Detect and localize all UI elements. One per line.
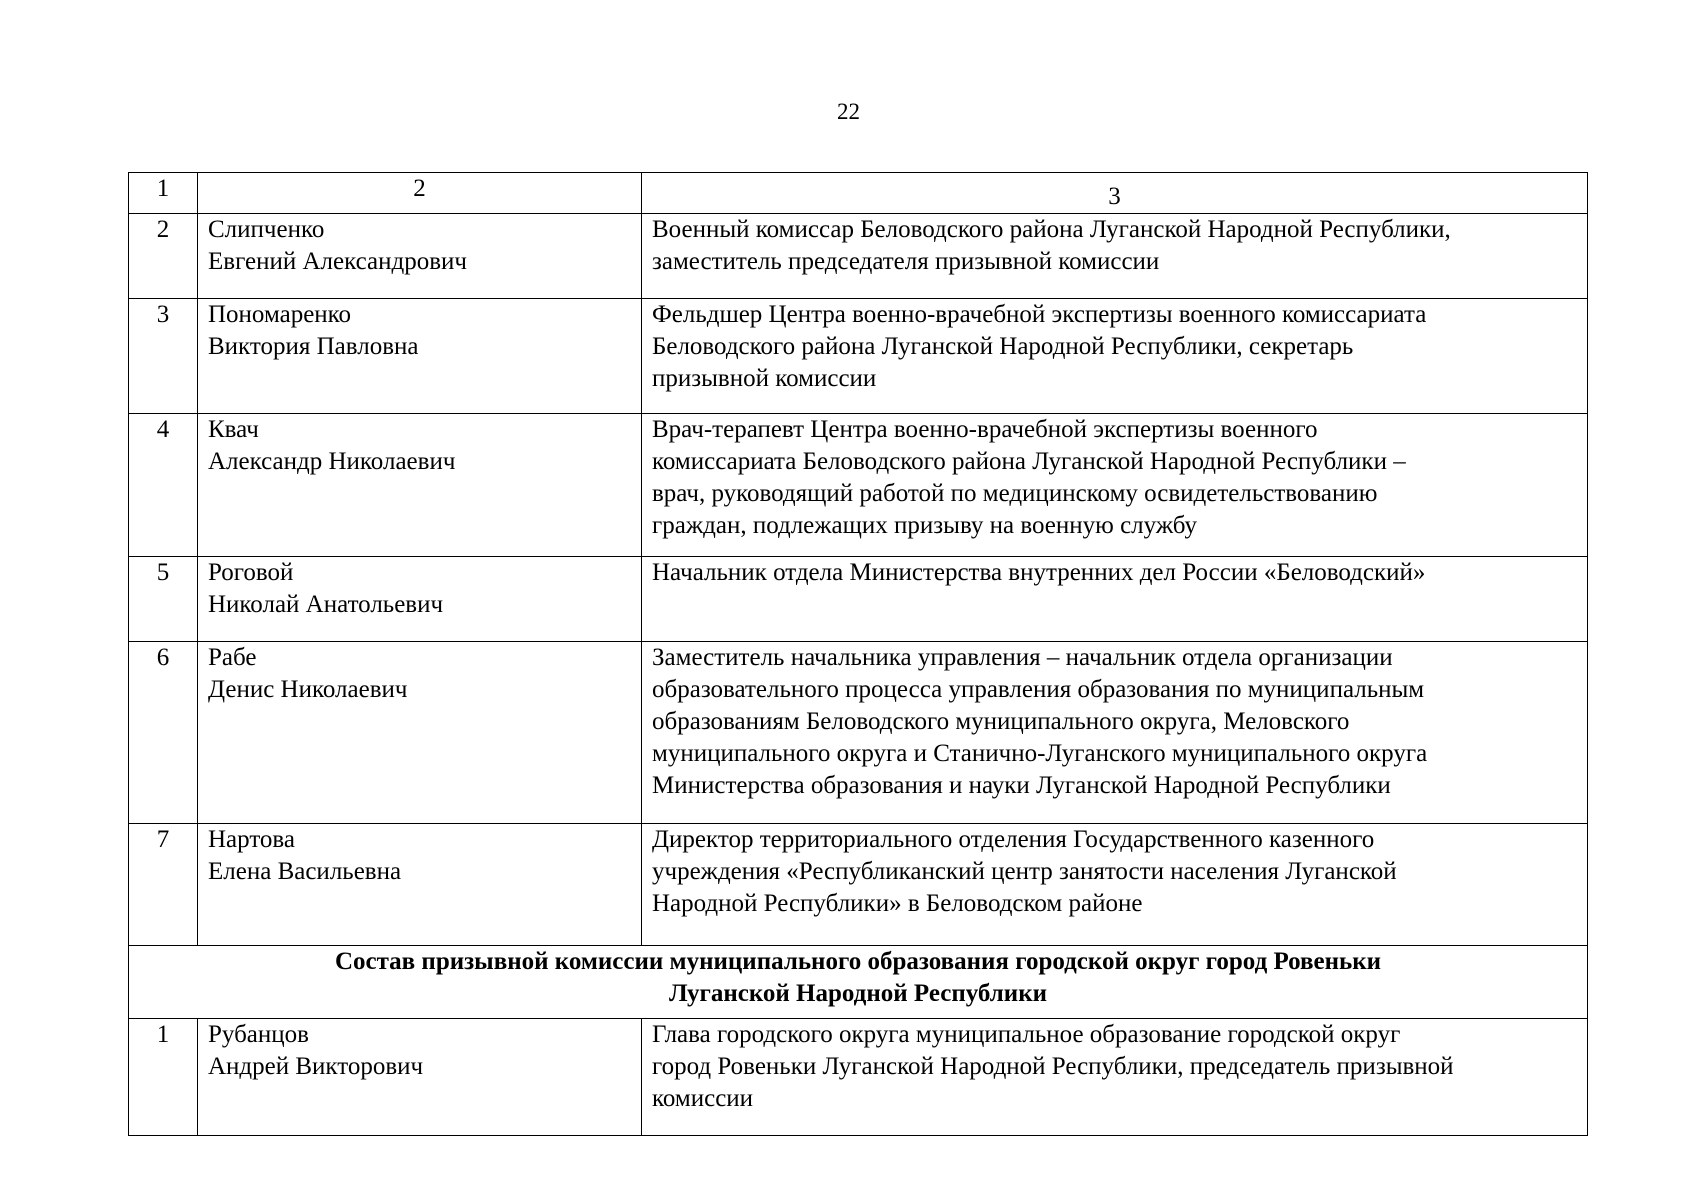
member-position [642, 1019, 1588, 1136]
member-surname: Слипченко [208, 216, 325, 243]
table-row [129, 414, 1588, 557]
table-row [129, 1019, 1588, 1136]
member-given-names: Елена Васильевна [208, 858, 402, 885]
position-line: Начальник отдела Министерства внутренних дел России «Беловодский» [652, 559, 1426, 586]
column-number-row [129, 173, 1588, 214]
table-row [129, 642, 1588, 824]
column-number-2: 2 [198, 173, 642, 214]
position-line: муниципального округа и Станично-Луганского муниципального округа [652, 740, 1428, 767]
member-name [198, 642, 642, 824]
member-position [642, 642, 1588, 824]
position-line: Военный комиссар Беловодского района Луганской Народной Республики, [652, 216, 1451, 243]
member-surname: Рабе [208, 644, 257, 671]
member-given-names: Евгений Александрович [208, 248, 467, 275]
section-title [129, 946, 1588, 1019]
table-row [129, 824, 1588, 946]
member-name [198, 1019, 642, 1136]
table-row [129, 299, 1588, 414]
member-position [642, 557, 1588, 642]
member-surname: Рубанцов [208, 1021, 309, 1048]
member-surname: Пономаренко [208, 301, 352, 328]
member-surname: Роговой [208, 559, 294, 586]
position-line: Фельдшер Центра военно-врачебной экспертизы военного комиссариата [652, 301, 1427, 328]
row-number: 3 [129, 299, 198, 414]
member-given-names: Виктория Павловна [208, 333, 419, 360]
member-surname: Квач [208, 416, 259, 443]
position-line: образованиям Беловодского муниципального округа, Меловского [652, 708, 1350, 735]
row-number: 5 [129, 557, 198, 642]
position-line: Беловодского района Луганской Народной Республики, секретарь [652, 333, 1354, 360]
row-number: 2 [129, 214, 198, 299]
position-line: граждан, подлежащих призыву на военную службу [652, 512, 1198, 539]
position-line: Народной Республики» в Беловодском районе [652, 890, 1143, 917]
member-given-names: Денис Николаевич [208, 676, 408, 703]
page-number: 22 [837, 99, 860, 124]
member-name [198, 824, 642, 946]
member-given-names: Андрей Викторович [208, 1053, 424, 1080]
column-number-3: 3 [642, 173, 1588, 214]
member-position [642, 414, 1588, 557]
section-row [129, 946, 1588, 1019]
row-number: 6 [129, 642, 198, 824]
section-title-line: Луганской Народной Республики [668, 980, 1048, 1007]
row-number: 4 [129, 414, 198, 557]
position-line: комиссариата Беловодского района Луганской Народной Республики – [652, 448, 1406, 475]
position-line: город Ровеньки Луганской Народной Республики, председатель призывной [652, 1053, 1454, 1080]
position-line: Директор территориального отделения Государственного казенного [652, 826, 1375, 853]
position-line: Врач-терапевт Центра военно-врачебной экспертизы военного [652, 416, 1318, 443]
member-position [642, 214, 1588, 299]
member-position [642, 299, 1588, 414]
member-name [198, 414, 642, 557]
position-line: Министерства образования и науки Луганской Народной Республики [652, 772, 1391, 799]
table-row [129, 214, 1588, 299]
commission-roster-table [128, 172, 1588, 1136]
position-line: врач, руководящий работой по медицинскому освидетельствованию [652, 480, 1378, 507]
column-number-1: 1 [129, 173, 198, 214]
member-given-names: Александр Николаевич [208, 448, 456, 475]
position-line: комиссии [652, 1085, 754, 1112]
position-line: призывной комиссии [652, 365, 877, 392]
row-number: 7 [129, 824, 198, 946]
member-name [198, 214, 642, 299]
member-surname: Нартова [208, 826, 295, 853]
table-row [129, 557, 1588, 642]
position-line: заместитель председателя призывной комиссии [652, 248, 1160, 275]
member-name [198, 557, 642, 642]
member-position [642, 824, 1588, 946]
row-number: 1 [129, 1019, 198, 1136]
position-line: Глава городского округа муниципальное образование городской округ [652, 1021, 1401, 1048]
position-line: учреждения «Республиканский центр занятости населения Луганской [652, 858, 1397, 885]
position-line: образовательного процесса управления образования по муниципальным [652, 676, 1425, 703]
member-name [198, 299, 642, 414]
position-line: Заместитель начальника управления – начальник отдела организации [652, 644, 1393, 671]
member-given-names: Николай Анатольевич [208, 591, 444, 618]
section-title-line: Состав призывной комиссии муниципального образования городской округ город Ровеньки [334, 948, 1382, 975]
